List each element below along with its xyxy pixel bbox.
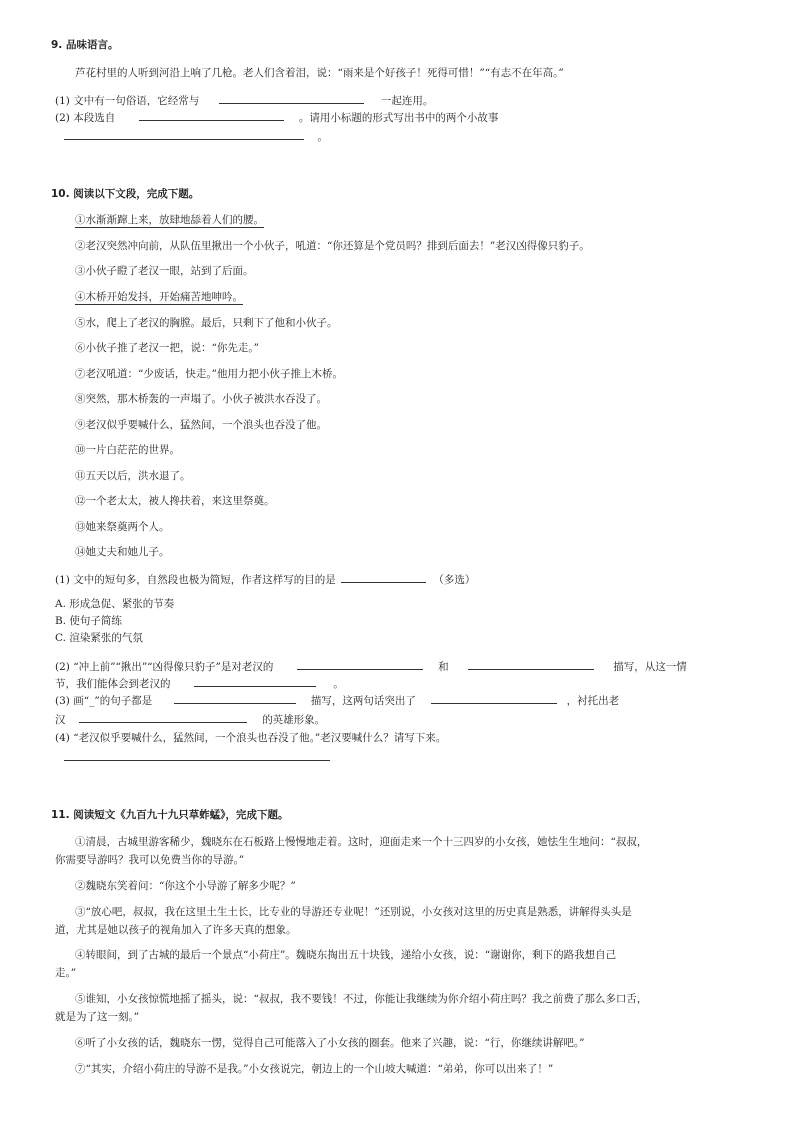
q11-para-5b: 就是为了这一刻。”: [55, 1011, 140, 1023]
q11-para-1a: ①清晨，古城里游客稀少，魏晓东在石板路上慢慢地走着。这时，迎面走来一个十三四岁的小女孩，她怯生生地问：“叔叔，: [75, 836, 648, 848]
q10-sub2-text2: 节，我们能体会到老汉的: [55, 678, 171, 690]
q9-sub1-tail: 一起连用。: [380, 95, 434, 107]
answer-blank[interactable]: [79, 711, 247, 723]
q11-para-5a: ⑤谁知，小女孩惊慌地摇了摇头，说：“叔叔，我不要钱！不过，你能让我继续为你介绍小荷庄吗？我之前费了那么多口舌，: [75, 993, 648, 1005]
q11-para-7: ⑦“其实，介绍小荷庄的导游不是我。”小女孩说完，朝边上的一个山坡大喊道：“弟弟，你可以出来了！”: [75, 1063, 554, 1075]
q10-para-8: ⑧突然，那木桥轰的一声塌了。小伙子被洪水吞没了。: [75, 393, 327, 405]
q10-sub3-tail: ，衬托出老: [566, 695, 620, 707]
q9-sub2-text: (2) 本段选自: [55, 112, 116, 124]
q10-sub3-text2: 汉: [55, 714, 66, 726]
q10-sub2-cont: [55, 675, 344, 691]
q10-sub1-text: (1) 文中的短句多，自然段也极为简短，作者这样写的目的是: [55, 574, 336, 586]
answer-blank[interactable]: [139, 109, 284, 121]
q10-para-1: ①水渐渐蹿上来，放肆地舔着人们的腰。: [75, 214, 264, 226]
q11-para-3a: ③“放心吧，叔叔，我在这里土生土长，比专业的导游还专业呢！”还别说，小女孩对这里的历史真是熟悉，讲解得头头是: [75, 906, 632, 918]
q10-sub3-text: (3) 画“_”的句子都是: [55, 695, 153, 707]
question-11-title: 11. 阅读短文《九百九十九只草蚱蜢》，完成下题。: [51, 809, 289, 821]
question-9-title: 9. 品味语言。: [51, 39, 119, 51]
q10-sub1: [55, 571, 475, 587]
q10-sub3-mid: 描写，这两句话突出了: [310, 695, 416, 707]
q10-option-c: C. 渲染紧张的气氛: [55, 632, 143, 644]
q10-para-10: ⑩一片白茫茫的世界。: [75, 444, 180, 456]
q11-para-4a: ④转眼间，到了古城的最后一个景点“小荷庄”。魏晓东掏出五十块钱，递给小女孩，说：“谢谢你，剩下的路我想自己: [75, 949, 617, 961]
q11-para-3b: 道，尤其是她以孩子的视角加入了许多天真的想象。: [55, 924, 297, 936]
q10-sub3-end: 的英雄形象。: [262, 714, 326, 726]
q9-sub2-end: 。: [317, 131, 328, 143]
q10-sub2: [55, 658, 687, 674]
q10-para-4: ④木桥开始发抖，开始痛苦地呻吟。: [75, 291, 243, 303]
q10-sub1-tail: （多选）: [433, 574, 476, 586]
q10-sub2-tail: 描写，从这一情: [613, 661, 687, 673]
q9-sub1-text: (1) 文中有一句俗语，它经常与: [55, 95, 200, 107]
q10-sub2-and: 和: [438, 661, 449, 673]
q10-option-b: B. 使句子简练: [55, 615, 122, 627]
q9-sub1: [55, 92, 433, 108]
q10-para-6: ⑥小伙子推了老汉一把，说：“你先走。”: [75, 342, 259, 354]
q9-sub2: [55, 109, 498, 125]
q10-para-13: ⑬她来祭奠两个人。: [75, 521, 170, 533]
q10-para-3: ③小伙子瞪了老汉一眼，站到了后面。: [75, 265, 254, 277]
q11-para-1b: 你需要导游吗？我可以免费当你的导游。”: [55, 854, 245, 866]
q11-para-2: ②魏晓东笑着问：“你这个小导游了解多少呢？”: [75, 880, 296, 892]
answer-blank[interactable]: [219, 92, 364, 104]
q10-para-14: ⑭她丈夫和她儿子。: [75, 546, 170, 558]
answer-blank[interactable]: [64, 128, 304, 140]
answer-blank[interactable]: [341, 571, 426, 583]
q9-sub2-answer-line: [64, 128, 328, 144]
answer-blank[interactable]: [431, 692, 557, 704]
q11-para-6: ⑥听了小女孩的话，魏晓东一愣，觉得自己可能落入了小女孩的圈套。他来了兴趣，说：“行，你继续讲解吧。”: [75, 1037, 585, 1049]
answer-blank[interactable]: [194, 675, 316, 687]
question-10-title: 10. 阅读以下文段，完成下题。: [51, 188, 200, 200]
q10-para-12: ⑫一个老太太，被人搀扶着，来这里祭奠。: [75, 495, 275, 507]
q10-sub3: [55, 692, 619, 708]
answer-blank[interactable]: [64, 749, 330, 761]
q10-para-11: ⑪五天以后，洪水退了。: [75, 470, 191, 482]
q10-option-a: A. 形成急促、紧张的节奏: [55, 598, 175, 610]
q10-para-5: ⑤水，爬上了老汉的胸膛。最后，只剩下了他和小伙子。: [75, 317, 338, 329]
q11-para-4b: 走。”: [55, 967, 77, 979]
answer-blank[interactable]: [174, 692, 296, 704]
q10-sub2-text: (2) “冲上前”“揪出”“凶得像只豹子”是对老汉的: [55, 661, 274, 673]
answer-blank[interactable]: [297, 658, 423, 670]
q9-sub2-tail: 。请用小标题的形式写出书中的两个小故事: [298, 112, 499, 124]
q10-sub4: (4) “老汉似乎要喊什么，猛然间，一个浪头也吞没了他。”老汉要喊什么？请写下来。: [55, 732, 447, 744]
q10-para-9: ⑨老汉似乎要喊什么，猛然间，一个浪头也吞没了他。: [75, 419, 327, 431]
q10-sub2-end: 。: [333, 678, 344, 690]
q10-sub4-answer-line: [64, 749, 330, 765]
q10-sub3-cont: [55, 711, 325, 727]
q10-para-2: ②老汉突然冲向前，从队伍里揪出一个小伙子，吼道：“你还算是个党员吗？排到后面去！”老汉凶得像只豹子。: [75, 240, 590, 252]
answer-blank[interactable]: [468, 658, 594, 670]
q10-para-7: ⑦老汉吼道：“少废话，快走。”他用力把小伙子推上木桥。: [75, 368, 343, 380]
question-9-passage: 芦花村里的人听到河沿上响了几枪。老人们含着泪，说：“雨来是个好孩子！死得可惜！”“有志不在年高。”: [75, 67, 564, 79]
